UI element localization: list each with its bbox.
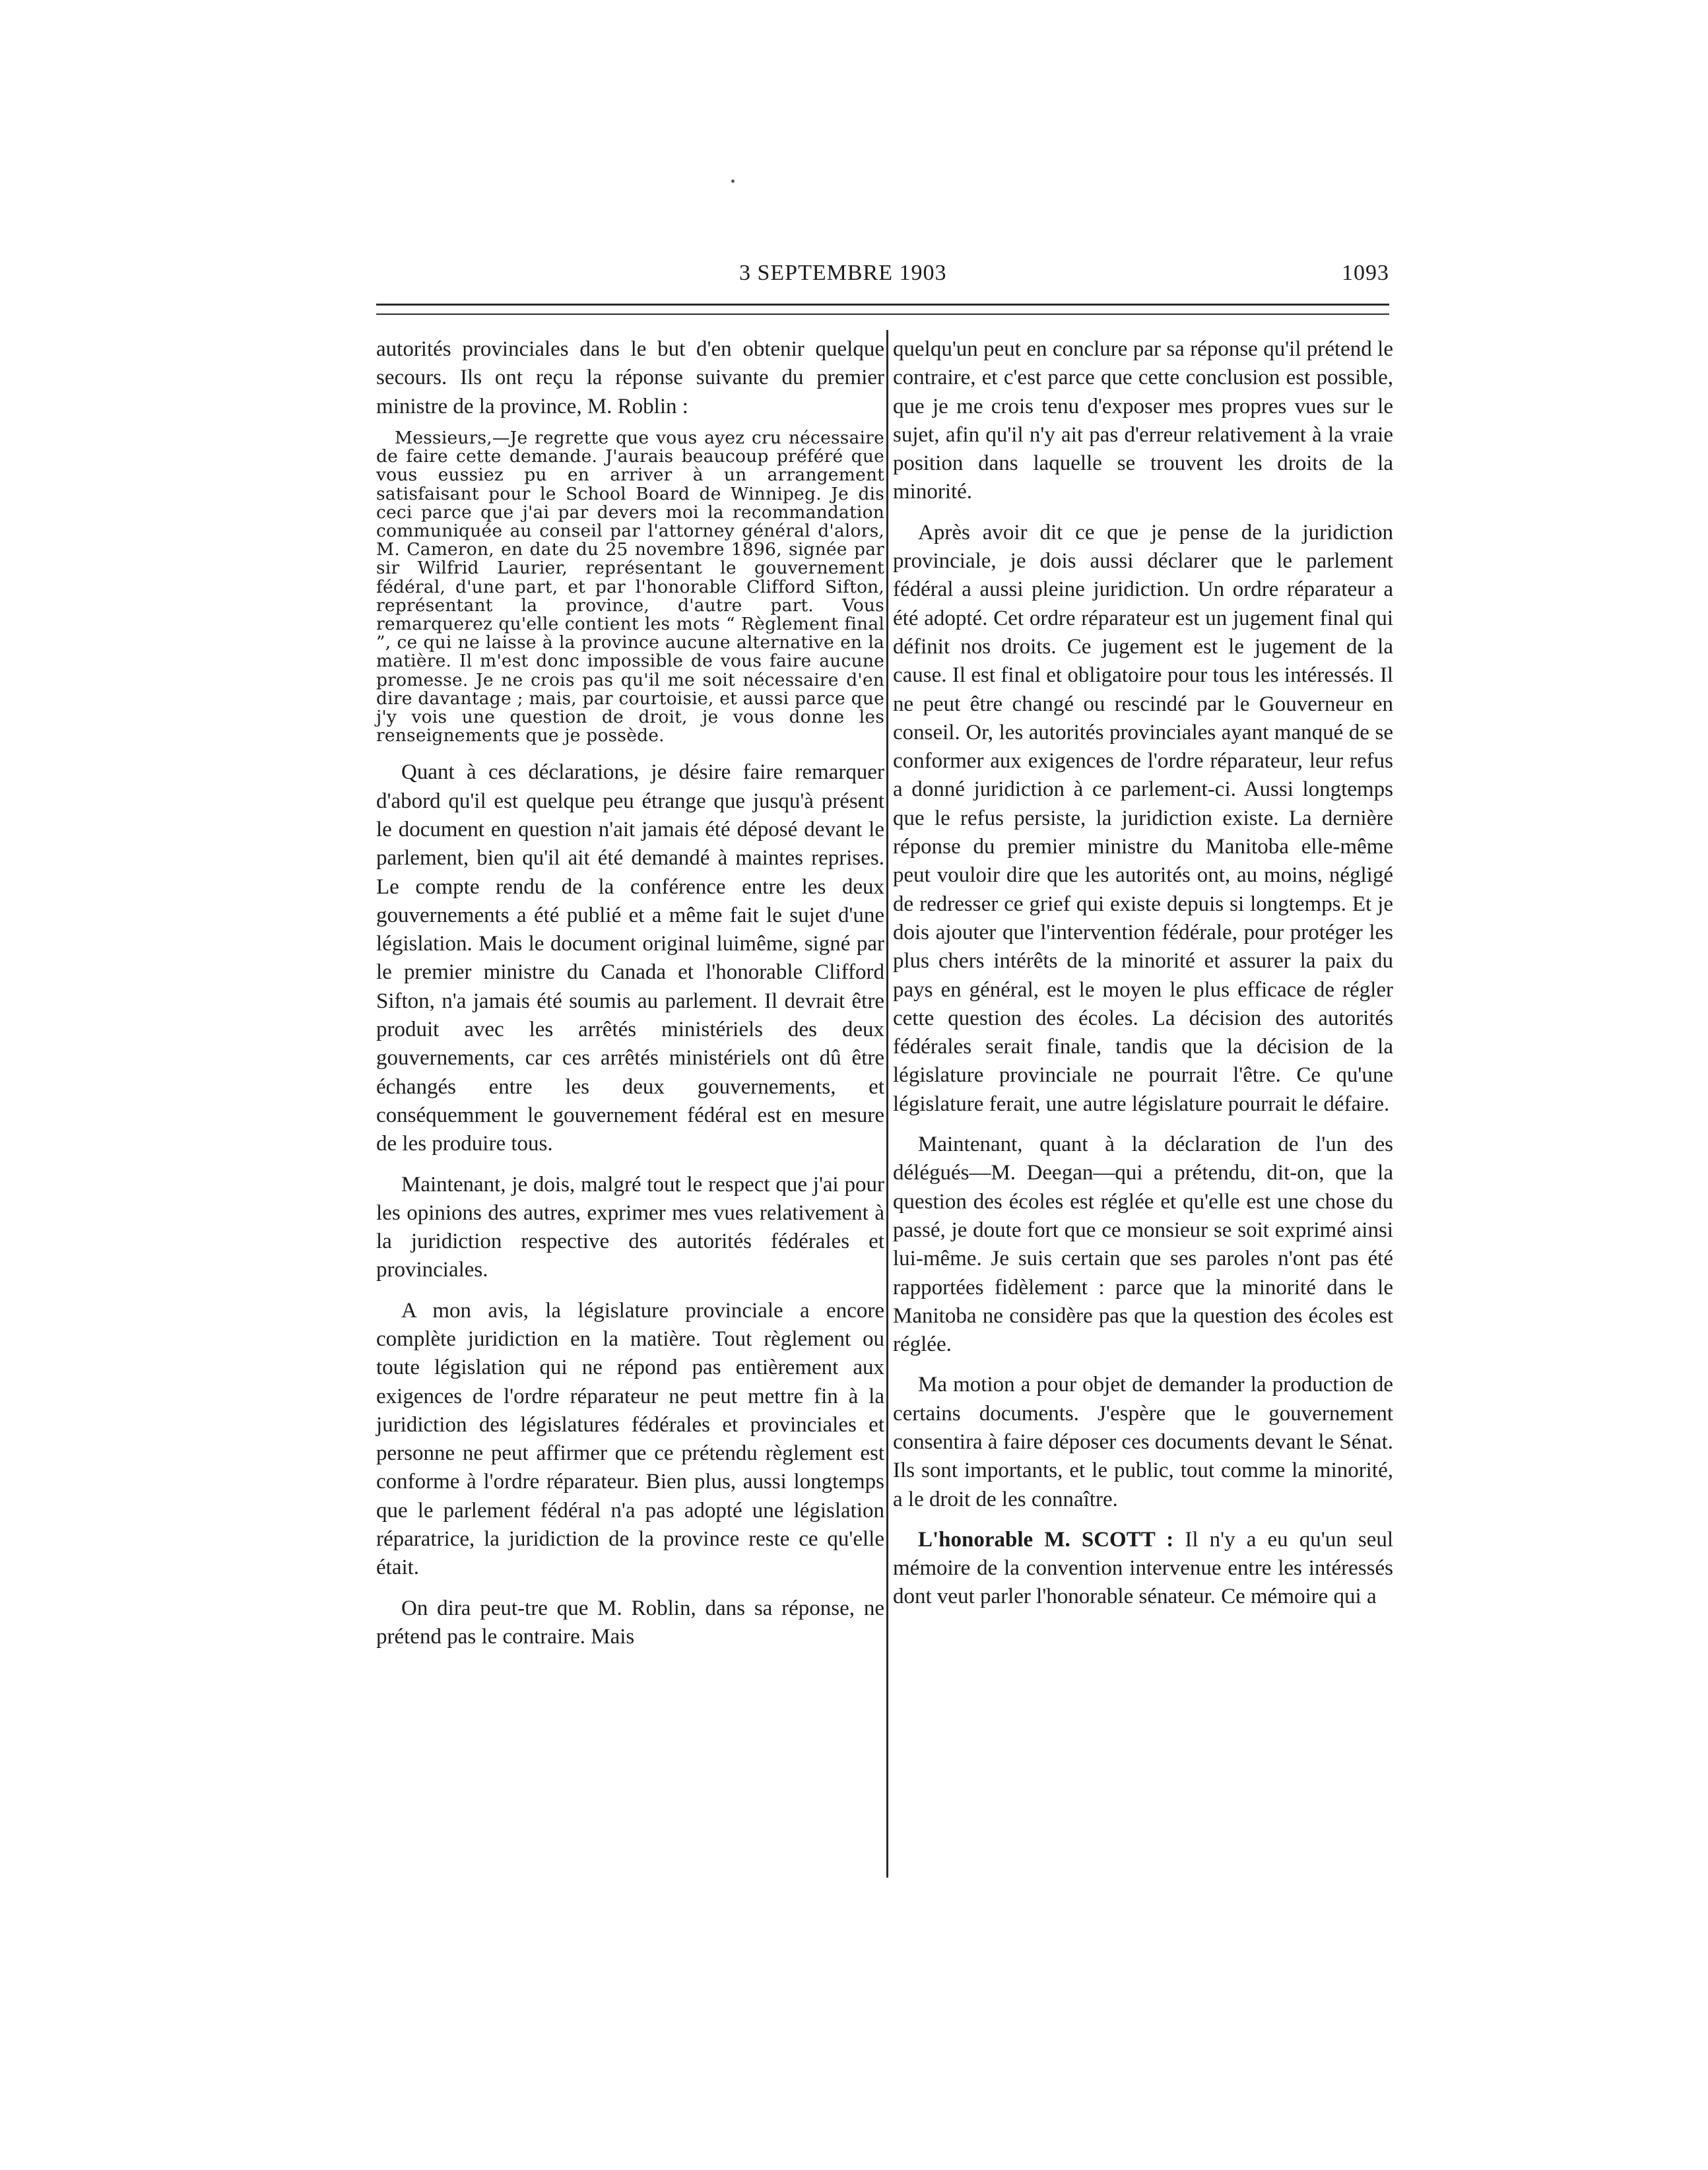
left-paragraph-3: Maintenant, je dois, malgré tout le respect que j'ai pour les opinions des autres, exprimer mes vues relativement à la juridiction respective des autorités fédérales et provinciales. [376, 1172, 884, 1282]
right-column [893, 335, 1393, 1612]
header-rule-bottom [376, 313, 1389, 315]
left-column [376, 335, 884, 1651]
right-paragraph-5 [893, 1526, 1393, 1612]
page-date: 3 SEPTEMBRE 1903 [739, 261, 947, 285]
left-paragraph-2: Quant à ces déclarations, je désire faire remarquer d'abord qu'il est quelque peu étrange que jusqu'à présent le document en question n'ait jamais été déposé devant le parlement, bien qu'il ait été demandé à maintes reprises. Le compte rendu de la conférence entre les deux gouvernements a été publié et a même fait le sujet d'une législation. Mais le document original luimême, signé par le premier ministre du Canada et l'honorable Clifford Sifton, n'a jamais été soumis au parlement. Il devrait être produit avec les arrêtés ministériels des deux gouvernements, car ces arrêtés ministériels ont dû être échangés entre les deux gouvernements, et conséquemment le gouvernement fédéral est en mesure de les produire tous. [376, 760, 884, 1156]
left-paragraph-4: A mon avis, la législature provinciale a encore complète juridiction en la matière. Tout règlement ou toute législation qui ne répond pas entièrement aux exigences de l'ordre réparateur ne peut mettre fin à la juridiction des législatures fédérales et provinciales et personne ne peut affirmer que ce prétendu règlement est conforme à l'ordre réparateur. Bien plus, aussi longtemps que le parlement fédéral n'a pas adopté une législation réparatrice, la juridiction de la province reste ce qu'elle était. [376, 1298, 884, 1580]
right-paragraph-2: Après avoir dit ce que je pense de la juridiction provinciale, je dois aussi déclarer que le parlement fédéral a aussi pleine juridiction. Un ordre réparateur a été adopté. Cet ordre réparateur est un jugement final qui définit nos droits. Ce jugement est le jugement de la cause. Il est final et obligatoire pour tous les intéressés. Il ne peut être changé ou rescindé par le Gouverneur en conseil. Or, les autorités provinciales ayant manqué de se conformer aux exigences de l'ordre réparateur, leur refus a donné juridiction à ce parlement-ci. Aussi longtemps que le refus persiste, la juridiction existe. La dernière réponse du premier ministre du Manitoba elle-même peut vouloir dire que les autorités ont, au moins, négligé de redresser ce grief qui existe depuis si longtemps. Et je dois ajouter que l'intervention fédérale, pour protéger les plus chers intérêts de la minorité et assurer la paix du pays en général, est le moyen le plus efficace de régler cette question des écoles. La décision des autorités fédérales serait finale, tandis que la décision de la législature provinciale ne pourrait l'être. Ce qu'une législature ferait, une autre législature pourrait le défaire. [893, 520, 1393, 1116]
header-rule-top [376, 304, 1389, 306]
right-paragraph-4: Ma motion a pour objet de demander la production de certains documents. J'espère que le gouvernement consentira à faire déposer ces documents devant le Sénat. Ils sont importants, et le public, tout comme la minorité, a le droit de les connaître. [893, 1373, 1393, 1511]
scan-speck [731, 180, 735, 183]
right-paragraph-5-text: Il n'y a eu qu'un seul mémoire de la convention intervenue entre les intéressés dont veut parler l'honorable sénateur. Ce mémoire qui a [893, 1527, 1393, 1609]
roblin-letter-quote: Messieurs,—Je regrette que vous ayez cru nécessaire de faire cette demande. J'aurais beaucoup préféré que vous eussiez pu en arriver à un arrangement satisfaisant pour le School Board de Winnipeg. Je dis ceci parce que j'ai par devers moi la recommandation communiquée au conseil par l'attorney général d'alors, M. Cameron, en date du 25 novembre 1896, signée par sir Wilfrid Laurier, représentant le gouvernement fédéral, d'une part, et par l'honorable Clifford Sifton, représentant la province, d'autre part. Vous remarquerez qu'elle contient les mots “ Règlement final ”, ce qui ne laisse à la province aucune alternative en la matière. Il m'est donc impossible de vous faire aucune promesse. Je ne crois pas qu'il me soit nécessaire d'en dire davantage ; mais, par courtoisie, et aussi parce que j'y vois une question de droit, je vous donne les renseignements que je possède. [376, 427, 884, 746]
page-number: 1093 [1342, 261, 1389, 285]
left-paragraph-5: On dira peut-tre que M. Roblin, dans sa réponse, ne prétend pas le contraire. Mais [376, 1596, 884, 1649]
column-divider [886, 330, 888, 1878]
right-paragraph-3: Maintenant, quant à la déclaration de l'un des délégués—M. Deegan—qui a prétendu, dit-on, que la question des écoles est réglée et qu'elle est une chose du passé, je doute fort que ce monsieur se soit exprimé ainsi lui-même. Je suis certain que ses paroles n'ont pas été rapportées fidèlement : parce que la minorité dans le Manitoba ne considère pas que la question des écoles est réglée. [893, 1133, 1393, 1357]
speaker-label: L'honorable M. SCOTT : [918, 1527, 1174, 1552]
right-paragraph-1: quelqu'un peut en conclure par sa réponse qu'il prétend le contraire, et c'est parce que cette conclusion est possible, que je me crois tenu d'exposer mes propres vues sur le sujet, afin qu'il n'y ait pas d'erreur relativement à la vraie position dans laquelle se trouvent les droits de la minorité. [893, 337, 1393, 504]
page-header [376, 261, 1389, 294]
left-paragraph-1: autorités provinciales dans le but d'en obtenir quelque secours. Ils ont reçu la réponse suivante du premier ministre de la province, M. Roblin : [376, 337, 884, 418]
